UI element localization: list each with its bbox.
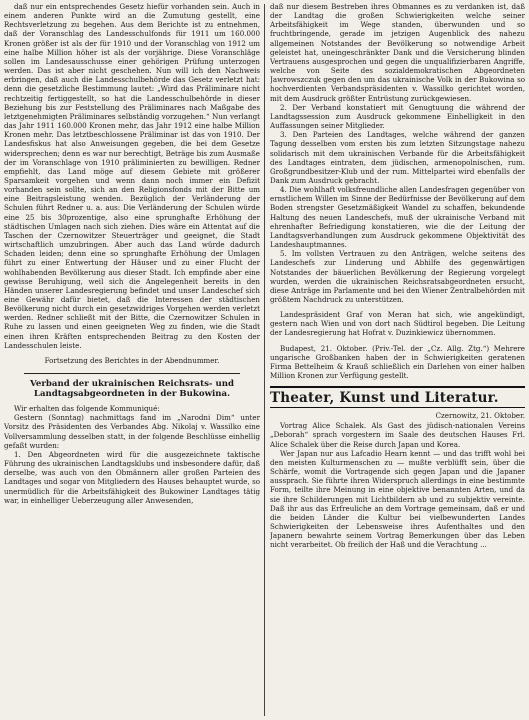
news-item: Landespräsident Graf von Meran hat sich, wie angekündigt, gestern nach Wien und von dort nach Südtirol begeben. Die Leitung der Landesregierung hat Hofrat v. Duzinkiewicz übernommen. xyxy=(270,310,525,338)
resolution-paragraph: 5. Im vollsten Vertrauen zu den Anträgen, welche seitens des Landeschefs zur Linderung und Abhilfe des gegenwärtigen Notstandes der bäuerlichen Bevölkerung der Regierung vorgelegt wurden, werden die ukrainischen Reichsratsabgeordneten ersucht, diese Anträge im Parlamente und bei den Wiener Zentralbehörden mit größtem Nachdruck zu unterstützen. xyxy=(270,249,525,304)
right-column xyxy=(270,2,525,718)
resolution-paragraph: 3. Den Parteien des Landtages, welche während der ganzen Tagung desselben vom ersten bis zum letzten Sitzungstage nahezu solidarisch mit dem ukrainischen Verbande für die Arbeitsfähigkeit des Landtages eintraten, dem jüdischen, armenopolnischen, rum. Großgrundbesitzer-Klub und der rum. Mittelpartei wird ebenfalls der Dank zum Ausdruck gebracht. xyxy=(270,130,525,185)
resolution-paragraph: 4. Die wohlhaft volksfreundliche allen Landesfragen gegenüber von ernstlichem Willen im Sinne der Bedürfnisse der Bevölkerung auf dem Boden strengster Gesetzmäßigkeit Wandel zu schaffen, bekundende Haltung des neuen Landeschefs, muß der ukrainische Verband mit ehrenhafter Befriedigung konstatieren, wie die der Leitung der Landtagsverhandlungen zum Ausdruck gekommene Objektivität des Landeshauptmannes. xyxy=(270,185,525,250)
article-intro: Wir erhalten das folgende Kommuniqué: xyxy=(14,404,160,414)
news-item: Budapest, 21. Oktober. (Priv.-Tel. der „Cz. Allg. Ztg.“) Mehrere ungarische Großbanken haben der in Schwierigkeiten geratenen Firma Bettelheim & Krauß schließlich ein Darlehen von einer halben Million Kronen zur Verfügung gestellt. xyxy=(270,343,525,381)
resolution-paragraph: 2. Der Verband konstatiert mit Genugtuung die während der Landtagssession zum Ausdruck gekommene Einhelligkeit in den Auffassungen seiner Mitglieder. xyxy=(270,102,525,131)
section-paragraph: Wer Japan nur aus Lafcadio Hearn kennt — und das trifft wohl bei den meisten Kulturmenschen zu — mußte verblüfft sein, über die Schärfe, womit die Vortragende sich gegen Japan und die Japaner aussprach. Sie führte ihren Widerspruch allerdings in eine bestimmte Form, teilte ihre Meinung in eine objektive benannten Arten, und da sie ihre Schilderungen mit Lichtbildern ab und zu subjektiv vereinte. Daß ihr aus das Erfreuliche an dem Vortrage gemeinsam, daß er und die beiden Länder die Kultur bei vielbewunderten Landes Schwierigkeiten der Lebensweise ihres Aufenthaltes und den Japanern bewahrte seinem Vortrag Bemerkungen über das Leben nicht verarbeitet. Ob freilich der Haß und die Verachtung ... xyxy=(270,448,525,550)
article-separator xyxy=(24,373,240,374)
continuation-note: Fortsetzung des Berichtes in der Abendnummer. xyxy=(44,355,220,365)
budget-debate-text: daß nur ein entsprechendes Gesetz hiefür vorhanden sein. Auch in einem anderen Punkte wird an die Zumutung gestellt, eine Rechtsverletzung zu begehen. Aus dem Berichte ist zu entnehmen, daß der Voranschlag des Landesschulfonds für 1911 um 160.000 Kronen größer ist als der für 1910 und der Voranschlag von 1912 um eine halbe Million höher ist als der vorjährige. Diese Voranschläge sollen im Landesausschusse einer gehörigen Prüfung unterzogen werden. Das ist aber nicht geschehen. Nun will ich den Nachweis erbringen, daß auch die Landesschulbehörde das Gesetz verletzt hat: denn die gesetzliche Bestimmung lautet: „Wird das Präliminare nicht rechtzeitig fertiggestellt, so hat die Landesschulbehörde in dieser Beziehung bis zur Feststellung des Präliminares nach Maßgabe des letztgenehmigten Präliminares selbständig vorzugehen.“ Nun verlangt das Jahr 1911 160.000 Kronen mehr, das Jahr 1912 eine halbe Million Kronen mehr. Das letztbeschlossene Präliminar ist das von 1910. Der Landesfiskus hat also Anweisungen gegeben, die bei dem Gesetze widersprechen; denn es war nur berechtigt, Beträge bis zum Ausmaße der im Voranschlage von 1910 präliminierten zu bewilligen. Redner empfiehlt, das Land möge auf diesem Gebiete mit größerer Sparsamkeit vorgehen und wenn dann noch immer ein Defizit vorhanden sein sollte, sich an den Religionsfonds mit der Bitte um eine Beitragsleistung wenden. Bezüglich der Verländerung der Schulen führt Redner u. a. aus: Die Verländerung der Schulen würde eine 25 bis 30prozentige, also eine sprunghafte Erhöhung der städtischen Umlagen nach sich ziehen. Dies wäre ein Attentat auf die Taschen der Czernowitzer Steuerträger und geeignet, die Stadt wirtschaftlich umzubringen. Aber auch das Land würde dadurch Schaden leiden; denn eine so sprunghafte Erhöhung der Umlagen führt zu einer Entwertung der Häuser und zu einer Flucht der wohlhabenden Bevölkerung aus dieser Stadt. Ich empfinde aber eine gewisse Beruhigung, weil sich die Angelegenheit bereits in den Händen unserer Landesregierung befindet und unser Landeschef sich eine Gewähr dafür bietet, daß die Interessen der städtischen Bevölkerung nicht durch ein gesetzwidriges Vorgehen werden verletzt werden. Redner schließt mit der Bitte, die Czernowitzer Schulen in Ruhe zu lassen und einen geeigneten Weg zu finden, wie die Stadt einen ihren Kräften entsprechenden Beitrag zu den Kosten der Landesschulen leiste. xyxy=(4,2,260,350)
article-heading: Verband der ukrainischen Reichsrats- und Landtagsabgeordneten in der Bukowina. xyxy=(30,379,234,400)
article-paragraph: Gestern (Sonntag) nachmittags fand im „Narodni Dim“ unter Vorsitz des Präsidenten des Verbandes Abg. Nikolaj v. Wassilko eine Vollversammlung desselben statt, in der folgende Beschlüsse einhellig gefaßt wurden: xyxy=(4,413,260,450)
column-divider xyxy=(264,4,265,716)
left-column xyxy=(4,2,260,718)
dateline: Czernowitz, 21. Oktober. xyxy=(435,411,525,421)
resolution-paragraph: daß nur diesem Bestreben ihres Obmannes es zu verdanken ist, daß der Landtag die großen Schwierigkeiten welche seiner Arbeitsfähigkeit im Wege standen, überwunden und so fruchtbringende, gerade im jetzigen Augenblick des nahezu allgemeinen Notstandes der Bevölkerung so notwendige Arbeit geleistet hat, uneingeschränkter Dank und die Versicherung blinden Vertrauens ausgesprochen und gegen die unqualifizierbaren Angriffe, welche von Seite des sozialdemokratischen Abgeordneten Jawrowszczuk gegen den um das ukrainische Volk in der Bukowina so hochverdienten Verbandspräsidenten v. Wassilko gerichtet worden, mit dem Ausdruck größter Entrüstung zurückgewiesen. xyxy=(270,2,525,103)
article-paragraph: 1. Den Abgeordneten wird für die ausgezeichnete taktische Führung des ukrainischen Landtagsklubs und insbesondere dafür, daß derselbe, was auch von den Obmännern aller großen Parteien des Landtages und sogar von Mitgliedern des Hauses behauptet wurde, so unermüdlich für die Arbeitsfähigkeit des Bukowiner Landtages tätig war, in einhelliger Ueberzeugung aller Anwesenden, xyxy=(4,449,260,505)
section-heading: Theater, Kunst und Literatur. xyxy=(270,386,525,408)
section-paragraph: Vortrag Alice Schalek. Als Gast des jüdisch-nationalen Vereins „Deborah“ sprach vorgestern im Saale des deutschen Hauses Frl. Alice Schalek über die Reise durch Japan und Korea. xyxy=(270,421,525,449)
